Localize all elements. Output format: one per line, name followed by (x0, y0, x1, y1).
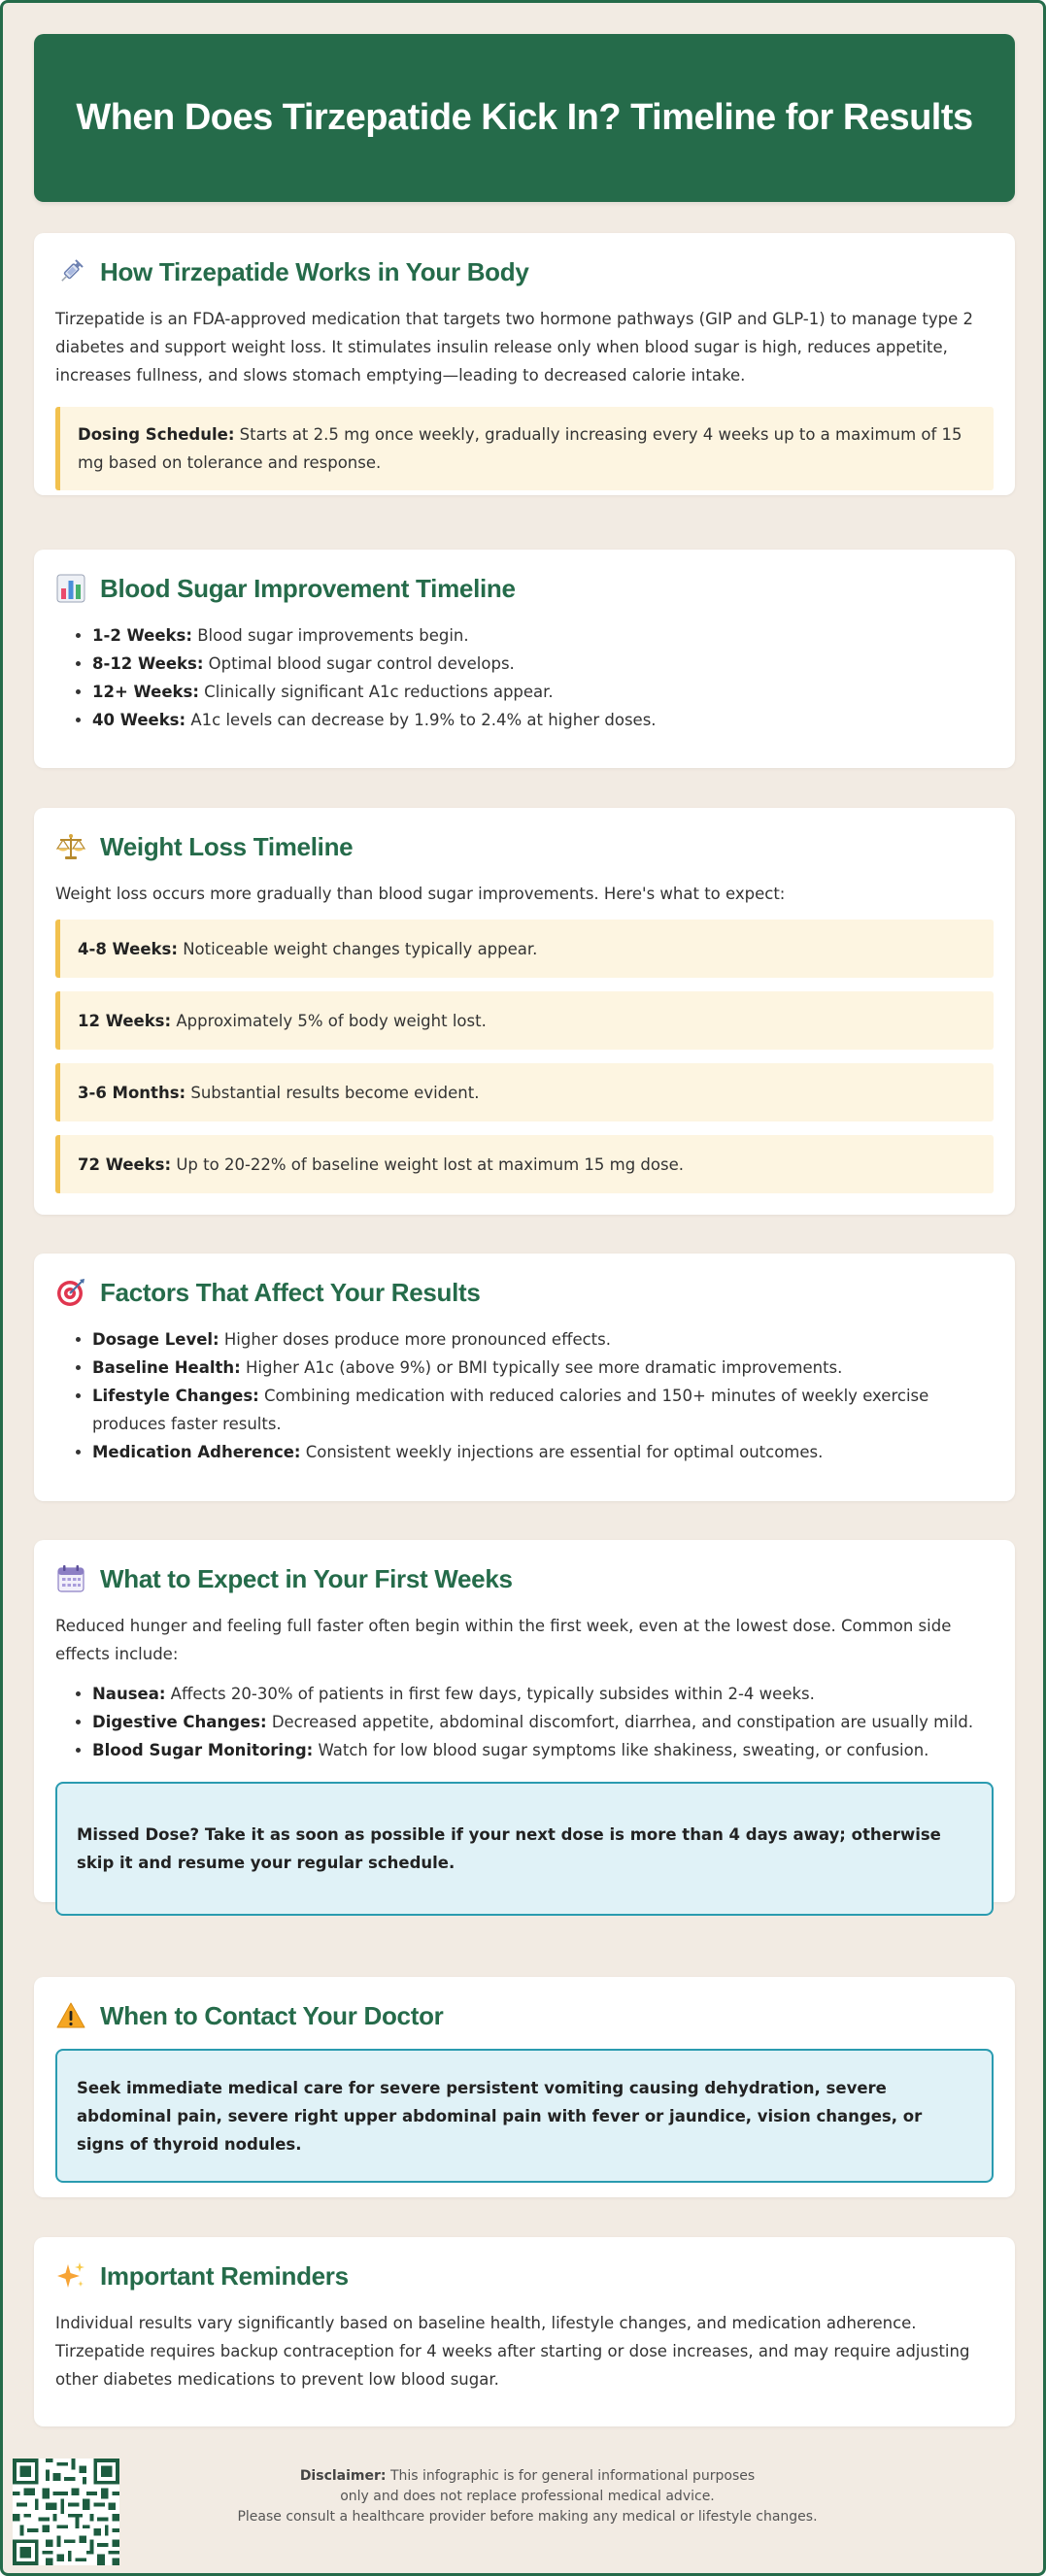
list-item: • Nausea: Affects 20-30% of patients in first few days, typically subsides within 2-4 weeks. (92, 1680, 994, 1708)
note-text: Starts at 2.5 mg once weekly, gradually increasing every 4 weeks up to a maximum of 15 mg based on tolerance and response. (78, 425, 962, 472)
card-heading: What to Expect in Your First Weeks (100, 1563, 513, 1593)
list-item: • 40 Weeks: A1c levels can decrease by 1.9% to 2.4% at higher doses. (92, 706, 994, 734)
card-blood-sugar (34, 550, 1015, 768)
qr-code-icon[interactable] (13, 2458, 119, 2566)
missed-dose-callout: Missed Dose? Take it as soon as possible if your next dose is more than 4 days away; otherwise skip it and resume your regular schedule. (55, 1782, 994, 1916)
timeline-note: 3-6 Months: Substantial results become evident. (55, 1063, 994, 1121)
card-first-weeks (34, 1540, 1015, 1902)
list-item: • Dosage Level: Higher doses produce more pronounced effects. (92, 1325, 994, 1354)
card-header (55, 829, 994, 864)
reminders-text: Individual results vary significantly based on baseline health, lifestyle changes, and medication adherence. Tirzepatide requires backup contraception for 4 weeks after starting or dose increases, and may require adjusting other diabetes medications to prevent low blood sugar. (55, 2314, 970, 2389)
card-heading: Important Reminders (100, 2260, 349, 2291)
list-item: • 8-12 Weeks: Optimal blood sugar control develops. (92, 650, 994, 678)
page-header (34, 34, 1015, 202)
blood-sugar-list (55, 621, 994, 734)
note-label: Dosing Schedule: (78, 425, 235, 444)
list-item: • Baseline Health: Higher A1c (above 9%) or BMI typically see more dramatic improvements. (92, 1354, 994, 1382)
sparkles-icon (55, 2260, 86, 2292)
card-heading: Blood Sugar Improvement Timeline (100, 573, 516, 603)
list-item: • Medication Adherence: Consistent weekly injections are essential for optimal outcomes. (92, 1438, 994, 1466)
card-header (55, 571, 994, 606)
card-heading: Factors That Affect Your Results (100, 1277, 481, 1307)
timeline-note: 4-8 Weeks: Noticeable weight changes typically appear. (55, 920, 994, 978)
list-item: • 12+ Weeks: Clinically significant A1c reductions appear. (92, 678, 994, 706)
how-it-works-text: Tirzepatide is an FDA-approved medication that targets two hormone pathways (GIP and GLP-1) to manage type 2 diabetes and support weight loss. It stimulates insulin release only when blood sugar is high, reduces appetite, increases fullness, and slows stomach emptying—leading to decreased calorie intake. (55, 310, 973, 385)
card-contact-doctor (34, 1977, 1015, 2197)
card-header (55, 254, 994, 289)
card-header (55, 1561, 994, 1596)
calendar-icon (55, 1563, 86, 1594)
list-item: • Digestive Changes: Decreased appetite, abdominal discomfort, diarrhea, and constipation are usually mild. (92, 1708, 994, 1736)
disclaimer: Disclaimer: This infographic is for general informational purposes only and does not replace professional medical advice. Please consult a healthcare provider before making any medical or lifestyle changes. (237, 2468, 818, 2525)
syringe-icon (55, 256, 86, 287)
card-header (55, 2258, 994, 2293)
contact-doctor-callout: Seek immediate medical care for severe persistent vomiting causing dehydration, severe abdominal pain, severe right upper abdominal pain with fever or jaundice, vision changes, or signs of thyroid nodules. (55, 2049, 994, 2183)
card-factors (34, 1254, 1015, 1501)
bar-chart-icon (55, 573, 86, 604)
warning-icon (55, 2000, 86, 2031)
card-how-it-works (34, 233, 1015, 495)
dosing-schedule-note (55, 407, 994, 490)
page-title: When Does Tirzepatide Kick In? Timeline for Results (76, 97, 973, 138)
target-icon (55, 1277, 86, 1308)
weight-loss-intro: Weight loss occurs more gradually than blood sugar improvements. Here's what to expect: (55, 885, 786, 903)
card-header (55, 1998, 994, 2033)
card-heading: Weight Loss Timeline (100, 831, 354, 861)
card-header (55, 1275, 994, 1310)
first-weeks-intro: Reduced hunger and feeling full faster often begin within the first week, even at the lowest dose. Common side effects include: (55, 1617, 952, 1663)
side-effects-list (55, 1680, 994, 1764)
list-item: • 1-2 Weeks: Blood sugar improvements begin. (92, 621, 994, 650)
card-heading: When to Contact Your Doctor (100, 2000, 444, 2030)
timeline-note: 72 Weeks: Up to 20-22% of baseline weight lost at maximum 15 mg dose. (55, 1135, 994, 1193)
card-reminders (34, 2237, 1015, 2426)
footer (3, 2455, 1043, 2571)
list-item: • Lifestyle Changes: Combining medication with reduced calories and 150+ minutes of weekly exercise produces faster results. (92, 1382, 994, 1438)
list-item: • Blood Sugar Monitoring: Watch for low blood sugar symptoms like shakiness, sweating, or confusion. (92, 1736, 994, 1764)
timeline-note: 12 Weeks: Approximately 5% of body weight lost. (55, 991, 994, 1050)
scale-icon (55, 831, 86, 862)
factors-list (55, 1325, 994, 1466)
card-heading: How Tirzepatide Works in Your Body (100, 256, 529, 286)
card-weight-loss (34, 808, 1015, 1215)
